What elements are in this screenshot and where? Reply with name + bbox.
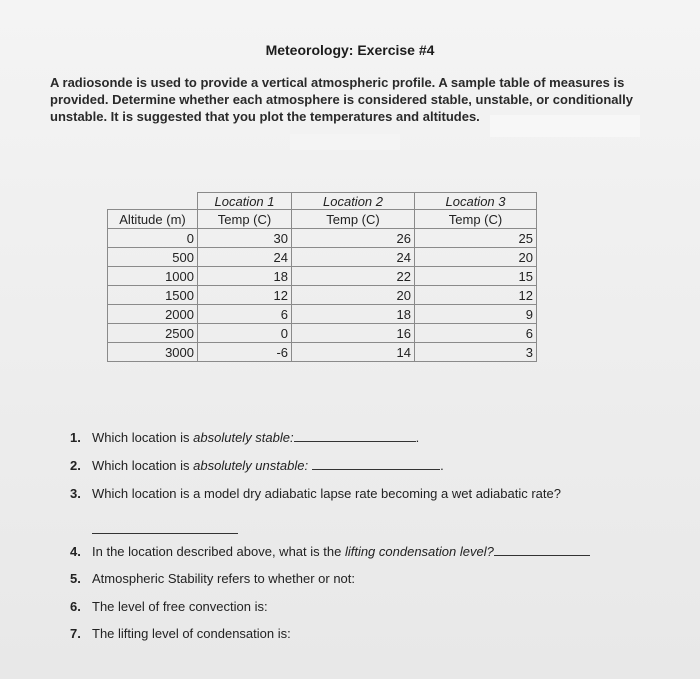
question-3: 3. Which location is a model dry adiabatic lapse rate becoming a wet adiabatic rate? [70,486,561,501]
temp-header: Temp (C) [415,210,537,229]
temp-cell: 12 [198,286,292,305]
temp-cell: 20 [415,248,537,267]
table-row [108,286,537,305]
question-7: 7. The lifting level of condensation is: [70,626,291,641]
temp-cell: 22 [292,267,415,286]
altitude-cell: 3000 [108,343,198,362]
location-2-header: Location 2 [292,193,415,210]
temp-cell: -6 [198,343,292,362]
question-3-answer-line[interactable] [92,522,238,537]
altitude-cell: 1000 [108,267,198,286]
radiosonde-table [107,192,537,362]
question-1: 1. Which location is absolutely stable: . [70,430,420,445]
temp-cell: 6 [415,324,537,343]
temp-cell: 18 [292,305,415,324]
question-6: 6. The level of free convection is: [70,599,268,614]
intro-paragraph: A radiosonde is used to provide a vertical atmospheric profile. A sample table of measures is provided. Determine whether each atmosphere is considered stable, unstable, or conditionally unstable. It is suggested that you plot the temperatures and altitudes. [50,75,633,124]
question-5: 5. Atmospheric Stability refers to whether or not: [70,571,356,586]
altitude-cell: 2500 [108,324,198,343]
altitude-cell: 500 [108,248,198,267]
temp-cell: 3 [415,343,537,362]
table-column-header-row [108,210,537,229]
temp-cell: 9 [415,305,537,324]
temp-cell: 0 [198,324,292,343]
glare-patch [290,134,400,150]
table-row [108,267,537,286]
altitude-cell: 2000 [108,305,198,324]
table-row [108,343,537,362]
question-4: 4. In the location described above, what is the lifting condensation level? [70,544,590,559]
temp-cell: 24 [292,248,415,267]
temp-header: Temp (C) [292,210,415,229]
temp-cell: 24 [198,248,292,267]
altitude-header: Altitude (m) [108,210,198,229]
altitude-cell: 0 [108,229,198,248]
temp-cell: 25 [415,229,537,248]
location-3-header: Location 3 [415,193,537,210]
altitude-cell: 1500 [108,286,198,305]
temp-cell: 30 [198,229,292,248]
table-row [108,229,537,248]
table-row [108,248,537,267]
temp-cell: 26 [292,229,415,248]
answer-blank[interactable] [294,440,416,442]
temp-cell: 15 [415,267,537,286]
page-title: Meteorology: Exercise #4 [265,42,435,58]
glare-patch [490,115,640,137]
location-1-header: Location 1 [198,193,292,210]
temp-cell: 20 [292,286,415,305]
answer-blank[interactable] [92,532,238,534]
table-row [108,324,537,343]
temp-cell: 16 [292,324,415,343]
temp-cell: 14 [292,343,415,362]
temp-cell: 18 [198,267,292,286]
table-location-header-row [108,193,537,210]
answer-blank[interactable] [494,554,590,556]
table-row [108,305,537,324]
answer-blank[interactable] [312,468,440,470]
question-2: 2. Which location is absolutely unstable: . [70,458,444,473]
temp-header: Temp (C) [198,210,292,229]
temp-cell: 6 [198,305,292,324]
temp-cell: 12 [415,286,537,305]
